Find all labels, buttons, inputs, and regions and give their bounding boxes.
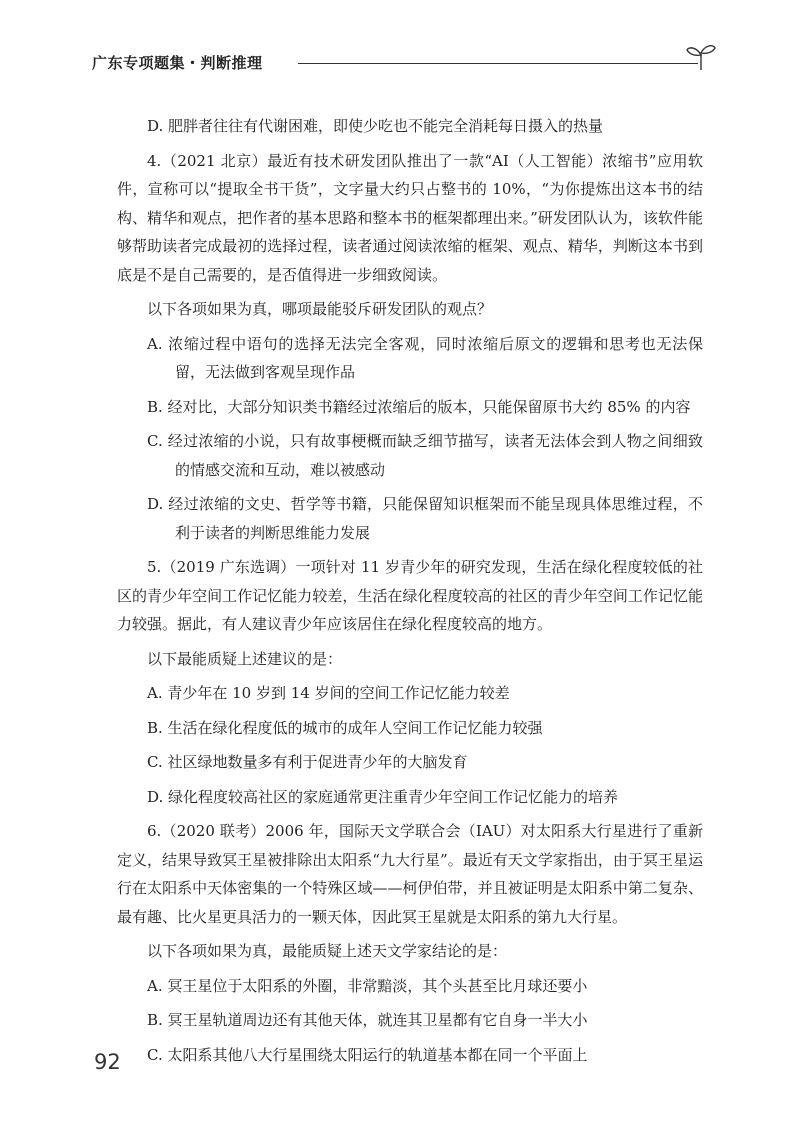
running-header [92, 50, 732, 82]
question-4-option-d: D. 经过浓缩的文史、哲学等书籍，只能保留知识框架而不能呈现具体思维过程，不利于读者的判断思维能力发展 [147, 495, 703, 542]
question-4-option-a: A. 浓缩过程中语句的选择无法完全客观，同时浓缩后原文的逻辑和思考也无法保留，无法做到客观呈现作品 [147, 334, 703, 381]
question-4-option-b: B. 经对比，大部分知识类书籍经过浓缩后的版本，只能保留原书大约 85% 的内容 [147, 397, 691, 416]
question-6-option-b: B. 冥王星轨道周边还有其他天体，就连其卫星都有它自身一半大小 [147, 1011, 588, 1029]
question-4-option-c: C. 经过浓缩的小说，只有故事梗概而缺乏细节描写，读者无法体会到人物之间细致的情感交流和互动，难以被感动 [147, 432, 703, 479]
question-5-stem: 5.（2019 广东选调）一项针对 11 岁青少年的研究发现，生活在绿化程度较低的社区的青少年空间工作记忆能力较差，生活在绿化程度较高的社区的青少年空间工作记忆能力较强。据此，有人建议青少年应该居住在绿化程度较高的地方。 [117, 558, 703, 633]
page-number: 92 [94, 1050, 121, 1074]
question-6-option-c: C. 太阳系其他八大行星围绕太阳运行的轨道基本都在同一个平面上 [147, 1045, 588, 1064]
question-5-option-c: C. 社区绿地数量多有利于促进青少年的大脑发育 [147, 753, 468, 771]
question-4-stem: 4.（2021 北京）最近有技术研发团队推出了一款“AI（人工智能）浓缩书”应用软件，宣称可以“提取全书干货”，文字量大约只占整书的 10%，“为你提炼出这本书的结构、精华和观点，把作者的基本思路和整本书的框架都理出来。”研发团队认为，该软件能够帮助读者完成最初的选择过程，读者通过阅读浓缩的框架、观点、精华，判断这本书到底是不是自己需要的，是否值得进一步细致阅读。 [117, 151, 703, 284]
sprout-icon [684, 42, 718, 72]
question-6-stem: 6.（2020 联考）2006 年，国际天文学联合会（IAU）对太阳系大行星进行了重新定义，结果导致冥王星被排除出太阳系“九大行星”。最近有天文学家指出，由于冥王星运行在太阳系中天体密集的一个特殊区域——柯伊伯带，并且被证明是太阳系中第二复杂、最有趣、比火星更具活力的一颗天体，因此冥王星就是太阳系的第九大行星。 [117, 822, 703, 926]
question-5-prompt: 以下最能质疑上述建议的是： [147, 649, 343, 668]
running-header-title: 广东专项题集・判断推理 [92, 54, 263, 72]
page-body [117, 112, 703, 1069]
question-6-prompt: 以下各项如果为真，最能质疑上述天文学家结论的是： [147, 942, 508, 960]
question-6-option-a: A. 冥王星位于太阳系的外圈，非常黯淡，其个头甚至比月球还要小 [147, 976, 588, 995]
header-rule [298, 63, 698, 64]
question-5-option-d: D. 绿化程度较高社区的家庭通常更注重青少年空间工作记忆能力的培养 [147, 787, 619, 806]
question-5-option-a: A. 青少年在 10 岁到 14 岁间的空间工作记忆能力较差 [147, 684, 510, 702]
question-4-prompt: 以下各项如果为真，哪项最能驳斥研发团队的观点？ [147, 300, 493, 318]
previous-question-option-d: D. 肥胖者往往有代谢困难，即使少吃也不能完全消耗每日摄入的热量 [147, 117, 604, 135]
question-5-option-b: B. 生活在绿化程度低的城市的成年人空间工作记忆能力较强 [147, 718, 543, 737]
